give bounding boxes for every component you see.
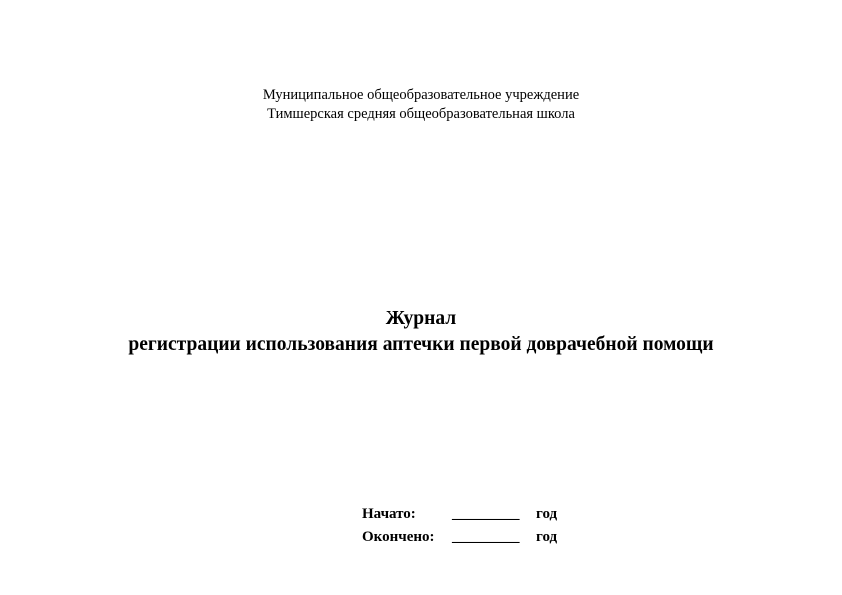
end-label: Окончено: bbox=[362, 529, 435, 545]
start-row bbox=[362, 503, 557, 526]
period-block bbox=[362, 503, 557, 549]
end-row bbox=[362, 526, 557, 549]
end-unit: год bbox=[536, 529, 558, 545]
institution-header bbox=[0, 86, 842, 124]
journal-title-block bbox=[0, 306, 842, 358]
journal-title: Журнал bbox=[385, 308, 457, 329]
institution-line-1: Муниципальное общеобразовательное учреждение bbox=[262, 87, 580, 103]
start-date-blank: _________ bbox=[452, 506, 520, 522]
start-label: Начато: bbox=[362, 506, 416, 522]
institution-line-2: Тимшерская средняя общеобразовательная школа bbox=[267, 106, 575, 122]
start-unit: год bbox=[536, 506, 558, 522]
end-date-blank: _________ bbox=[452, 529, 520, 545]
journal-subtitle: регистрации использования аптечки первой доврачебной помощи bbox=[128, 334, 714, 355]
